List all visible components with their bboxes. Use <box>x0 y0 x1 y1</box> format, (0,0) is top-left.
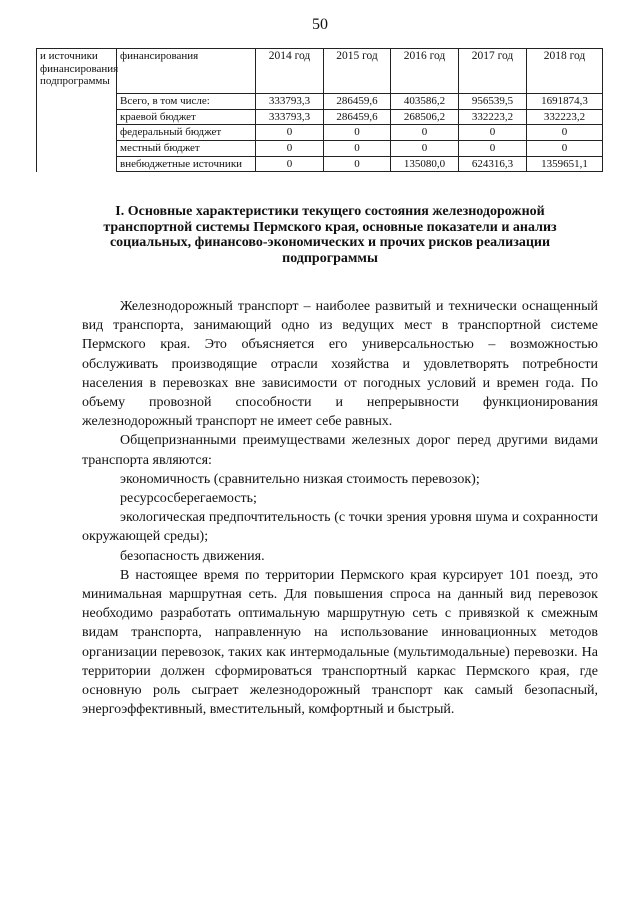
paragraph: экологическая предпочтительность (с точки зрения уровня шума и сохранности окружающей среды); <box>82 510 598 545</box>
row-label: краевой бюджет <box>117 109 256 125</box>
table-row <box>37 140 603 156</box>
row-label: федеральный бюджет <box>117 125 256 141</box>
table-row <box>37 94 603 110</box>
table-header-year: 2018 год <box>527 49 603 94</box>
table-cell: 956539,5 <box>459 94 527 110</box>
table-cell: 403586,2 <box>391 94 459 110</box>
table-row <box>37 156 603 172</box>
paragraph: Железнодорожный транспорт – наиболее развитый и технически оснащенный вид транспорта, занимающий одно из ведущих мест в транспортной системе Пермского края. Это объясняется его универсальностью – возможностью обслуживать производящие отрасли хозяйства и удовлетворять потребности населения в перевозках вне зависимости от погодных условий и времен года. По объему провозной способности и непрерывности функционирования железнодорожный транспорт не имеет себе равных. <box>82 299 598 430</box>
table-cell: 624316,3 <box>459 156 527 172</box>
table-header-year: 2016 год <box>391 49 459 94</box>
table-cell: 1359651,1 <box>527 156 603 172</box>
table-cell: 0 <box>527 125 603 141</box>
table-empty-cell <box>37 94 117 172</box>
section-title: I. Основные характеристики текущего состояния железнодорожной транспортной системы Пермского края, основные показатели и анализ социальных, финансово-экономических и прочих рисков реализации подпрограммы <box>103 204 557 266</box>
table-cell: 0 <box>256 140 324 156</box>
paragraph: безопасность движения. <box>120 548 265 564</box>
page-number: 50 <box>312 16 328 33</box>
table-row <box>37 109 603 125</box>
table-cell: 268506,2 <box>391 109 459 125</box>
table-cell: 332223,2 <box>527 109 603 125</box>
table-header-sources: и источники финансирования подпрограммы <box>37 49 117 94</box>
financing-table <box>36 48 603 172</box>
table-cell: 0 <box>527 140 603 156</box>
table-cell: 286459,6 <box>324 109 391 125</box>
table-cell: 0 <box>324 125 391 141</box>
table-cell: 0 <box>391 140 459 156</box>
table-cell: 286459,6 <box>324 94 391 110</box>
paragraph: экономичность (сравнительно низкая стоимость перевозок); <box>120 471 480 487</box>
table-cell: 1691874,3 <box>527 94 603 110</box>
table-cell: 0 <box>256 125 324 141</box>
table-cell: 0 <box>324 140 391 156</box>
paragraph: Общепризнанными преимуществами железных дорог перед другими видами транспорта являются: <box>82 433 598 468</box>
table-cell: 0 <box>324 156 391 172</box>
table-cell: 333793,3 <box>256 109 324 125</box>
row-label: местный бюджет <box>117 140 256 156</box>
table-header-year: 2017 год <box>459 49 527 94</box>
row-label: внебюджетные источники <box>117 156 256 172</box>
paragraph: В настоящее время по территории Пермского края курсирует 101 поезд, это минимальная маршрутная сеть. Для повышения спроса на данный вид перевозок необходимо разработать оптимальную маршрутную сеть с привязкой к смежным видам транспорта, направленную на использование инновационных методов организации перевозок, таких как интермодальные (мультимодальные) перевозки. На территории должен сформироваться транспортный каркас Пермского края, где основную роль сыграет железнодорожный транспорт как самый безопасный, энергоэффективный, вместительный, комфортный и быстрый. <box>82 567 598 718</box>
table-cell: 332223,2 <box>459 109 527 125</box>
table-cell: 135080,0 <box>391 156 459 172</box>
table-header-year: 2015 год <box>324 49 391 94</box>
table-header-financing: финансирования <box>117 49 256 94</box>
body-text <box>82 297 598 719</box>
table-cell: 0 <box>391 125 459 141</box>
table-cell: 0 <box>459 140 527 156</box>
row-label: Всего, в том числе: <box>117 94 256 110</box>
table-header-year: 2014 год <box>256 49 324 94</box>
paragraph: ресурсосберегаемость; <box>120 491 257 507</box>
table-cell: 333793,3 <box>256 94 324 110</box>
table-cell: 0 <box>256 156 324 172</box>
table-header-row <box>37 49 603 94</box>
table-cell: 0 <box>459 125 527 141</box>
table-row <box>37 125 603 141</box>
